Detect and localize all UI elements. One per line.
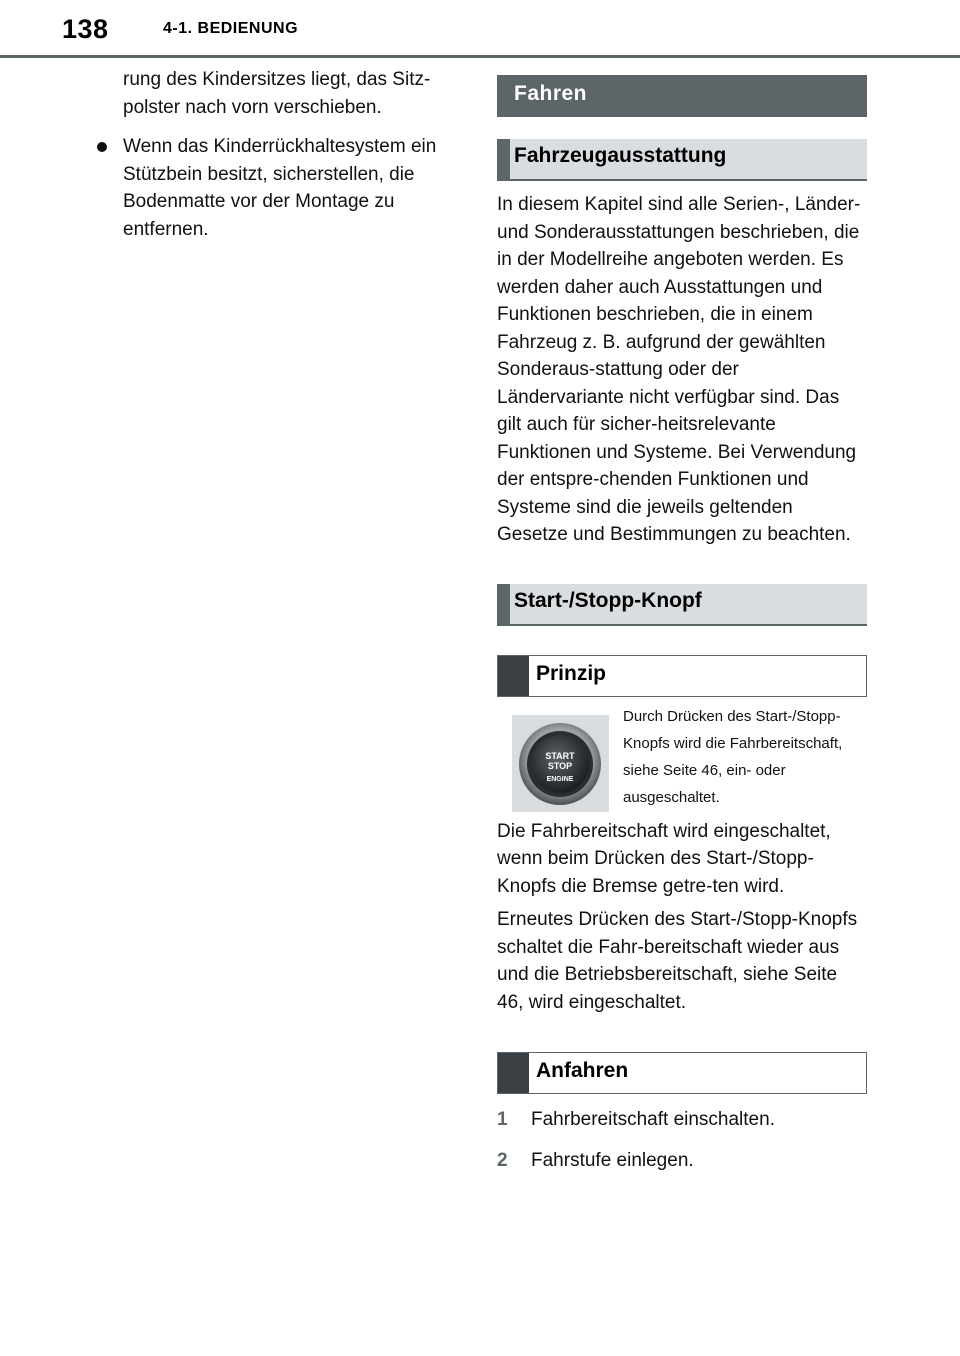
prinzip-paragraph-2: Erneutes Drücken des Start-/Stopp-Knopfs schaltet die Fahr-bereitschaft wieder aus und die Betriebsbereitschaft, siehe Seite 46, wird eingeschaltet. [497,909,858,1013]
continued-text: rung des Kindersitzes liegt, das Sitz-polster nach vorn verschieben. [123,69,431,118]
prinzip-paragraph-1: Die Fahrbereitschaft wird eingeschaltet, wenn beim Drücken des Start-/Stopp-Knopfs die Bremse getre-ten wird. [497,820,831,897]
step-item [497,1106,867,1134]
button-text-start: START [545,750,575,761]
bullet-dot-icon [97,142,107,152]
bullet-text: Wenn das Kinderrückhaltesystem ein Stützbein besitzt, sicherstellen, die Bodenmatte vor der Montage zu entfernen. [123,136,437,240]
step-item [497,1147,867,1175]
start-stop-button-icon [512,715,609,812]
header-chapter-title: 4-1. BEDIENUNG [163,20,299,37]
button-text-engine: ENGINE [546,775,574,783]
subsection-heading-anfahren [497,1052,867,1094]
fahrzeugausstattung-text: In diesem Kapitel sind alle Serien-, Länder- und Sonderausstattungen beschrieben, die in der Modellreihe angeboten werden. Es werden daher auch Ausstattungen und Funktionen beschrieben, die in einem Fahrzeug z. B. aufgrund der gewählten Sonderaus-stattung oder der Ländervariante nicht verfügbar sind. Das gilt auch für sicher-heitsrelevante Funktionen und Systeme. Bei Verwendung der entspre-chenden Funktionen und Systeme sind die jeweils geltenden Gesetze und Bestimmungen zu beachten. [497,194,861,545]
figure-caption: Durch Drücken des Start-/Stopp-Knopfs wird die Fahrbereitschaft, siehe Seite 46, ein- oder ausgeschaltet. [623,707,843,806]
subsection-heading-label: Anfahren [536,1059,629,1082]
bullet-item [96,133,466,243]
chapter-heading: Fahren [497,75,867,117]
section-heading-start-stopp [497,584,867,626]
subsection-marker [498,656,529,696]
step-number: 1 [497,1109,508,1130]
right-column [497,75,867,1174]
step-number: 2 [497,1149,508,1171]
page-number: 138 [62,14,109,44]
start-stop-figure [497,707,867,812]
subsection-heading-prinzip [497,655,867,697]
step-text: Fahrstufe einlegen. [531,1149,694,1171]
subsection-marker [498,1053,529,1093]
section-heading-fahrzeugausstattung [497,139,867,181]
button-text-stop: STOP [547,760,573,771]
start-stop-button-image [512,715,609,812]
section-heading-label: Start-/Stopp-Knopf [514,588,702,612]
header-rule [0,55,960,58]
left-column [96,66,466,243]
subsection-heading-label: Prinzip [536,661,607,685]
section-heading-label: Fahrzeugausstattung [514,144,727,167]
step-text: Fahrbereitschaft einschalten. [531,1109,775,1130]
